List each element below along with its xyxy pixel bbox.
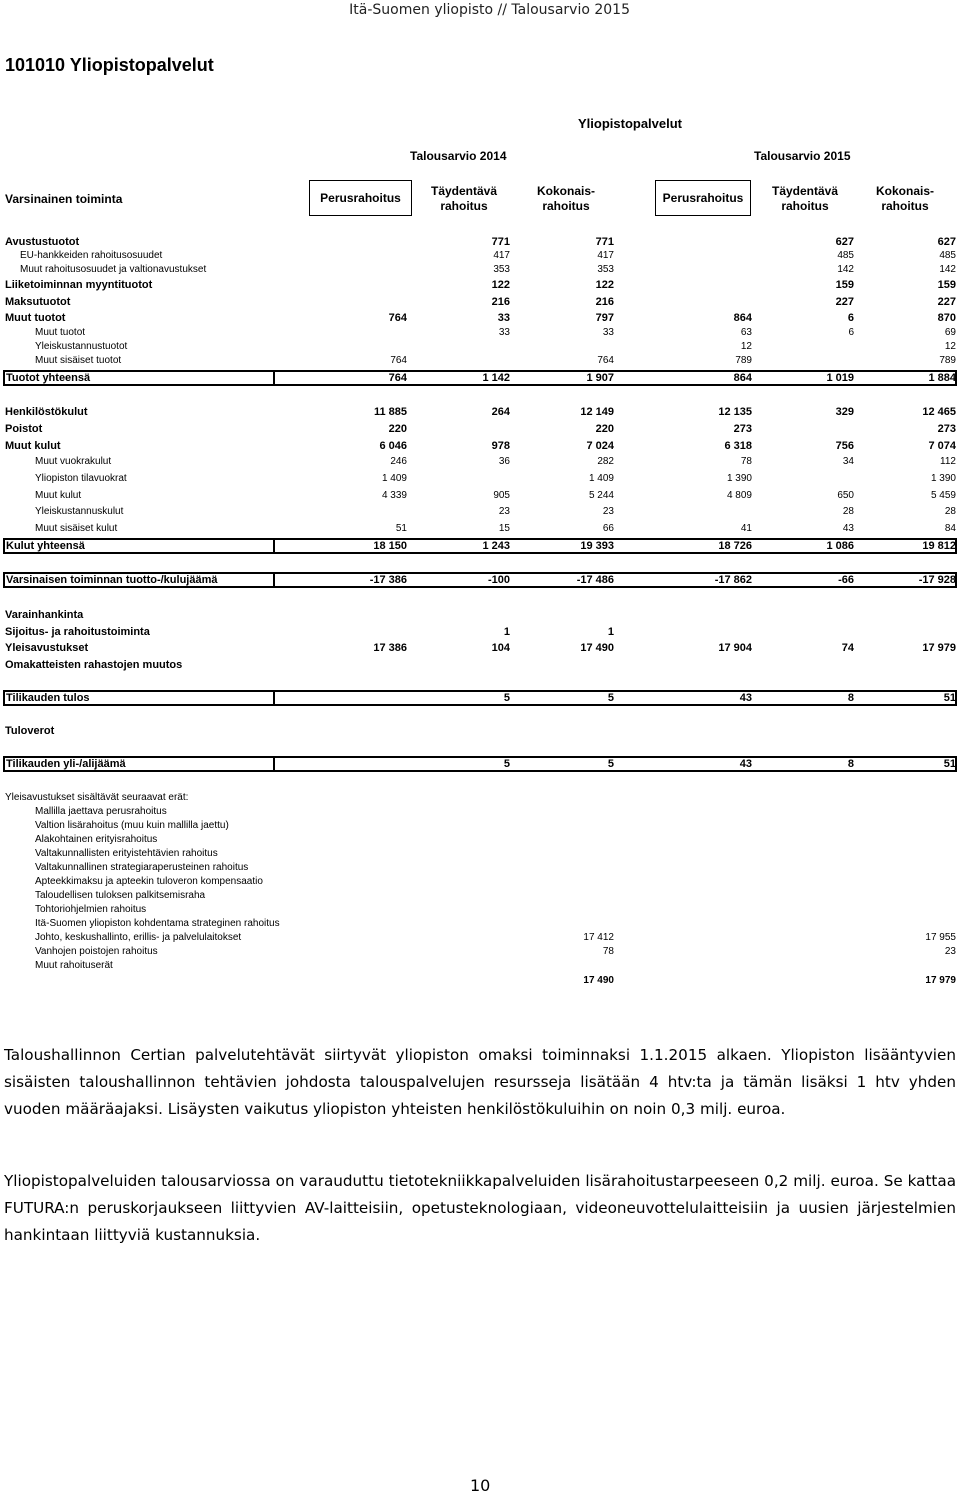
table-row: Muut tuotot 764 33 797 864 6 870 xyxy=(5,312,956,324)
page-number: 10 xyxy=(470,1476,491,1495)
year-2014: Talousarvio 2014 xyxy=(410,149,507,163)
table-row-total: Kulut yhteensä 18 150 1 243 19 393 18 726 1 086 19 812 xyxy=(6,540,956,552)
col-header-koko-2015: Kokonais- rahoitus xyxy=(875,184,934,213)
table-row-total: Tilikauden yli-/alijäämä 5 5 43 8 51 xyxy=(6,758,956,770)
footnote-values: 78 23 xyxy=(602,946,956,957)
page-title: 101010 Yliopistopalvelut xyxy=(5,55,214,75)
footnote-item: Tohtoriohjelmien rahoitus xyxy=(35,904,147,915)
table-row: Yleiskustannuskulut 23 23 28 28 xyxy=(35,506,956,517)
col-header-perus-2015: Perusrahoitus xyxy=(662,191,744,205)
footnote-item: Muut rahoituserät xyxy=(35,960,113,971)
unit-title: Yliopistopalvelut xyxy=(578,116,683,131)
page-header: Itä-Suomen yliopisto // Talousarvio 2015 xyxy=(349,2,630,18)
table-row: Omakatteisten rahastojen muutos xyxy=(5,659,183,671)
table-row: Yleisavustukset 17 386 104 17 490 17 904 74 17 979 xyxy=(5,642,956,654)
table-row: Muut kulut 6 046 978 7 024 6 318 756 7 074 xyxy=(5,440,956,452)
table-row: Tuloverot xyxy=(5,725,55,737)
footnote-item: Apteekkimaksu ja apteekin tuloveron kompensaatio xyxy=(35,876,263,887)
table-row: Yleiskustannustuotot 12 12 xyxy=(35,341,956,352)
table-row: Muut rahoitusosuudet ja valtionavustukset 353 353 142 142 xyxy=(20,264,956,275)
table-row: Muut sisäiset tuotot 764 764 789 789 xyxy=(35,355,956,366)
table-row: Liiketoiminnan myyntituotot 122 122 159 159 xyxy=(5,279,956,291)
table-row: Varainhankinta xyxy=(5,609,84,621)
footnote-values: 17 412 17 955 xyxy=(583,932,956,943)
footnote-item: Vanhojen poistojen rahoitus xyxy=(35,946,158,957)
footnote-intro: Yleisavustukset sisältävät seuraavat erät: xyxy=(5,792,189,803)
footnote-item: Valtakunnallisten erityistehtävien rahoitus xyxy=(35,848,218,859)
col-header-tayd-2015: Täydentävä rahoitus xyxy=(771,184,839,213)
table-row-total: Tilikauden tulos 5 5 43 8 51 xyxy=(6,692,956,704)
section-label: Varsinainen toiminta xyxy=(5,192,123,206)
footnote-item: Mallilla jaettava perusrahoitus xyxy=(35,806,167,817)
footnote-item: Johto, keskushallinto, erillis- ja palvelulaitokset xyxy=(35,932,242,943)
table-row-total: Tuotot yhteensä 764 1 142 1 907 864 1 019 1 884 xyxy=(6,372,956,384)
col-header-perus-2014: Perusrahoitus xyxy=(320,191,401,205)
table-row: Muut sisäiset kulut 51 15 66 41 43 84 xyxy=(35,523,956,534)
table-row: Sijoitus- ja rahoitustoiminta 1 1 xyxy=(5,626,614,638)
paragraph: Yliopistopalveluiden talousarviossa on varauduttu tietotekniikkapalveluiden lisärahoitustarpeeseen 0,2 milj. euroa. Se kattaa FUTURA:n peruskorjaukseen liittyvien AV-laitteisiin, opetusteknologiaan, videoneuvottelulaitteisiin ja uusien järjestelmien hankintaan liittyviä kustannuksia. xyxy=(4,1172,956,1244)
table-row: Avustustuotot 771 771 627 627 xyxy=(5,236,956,248)
table-row: Maksutuotot 216 216 227 227 xyxy=(5,296,956,308)
table-row: Muut kulut 4 339 905 5 244 4 809 650 5 459 xyxy=(35,490,956,501)
footnote-item: Alakohtainen erityisrahoitus xyxy=(35,834,158,845)
table-row-total: Varsinaisen toiminnan tuotto-/kulujäämä -17 386 -100 -17 486 -17 862 -66 -17 928 xyxy=(6,574,956,586)
table-row: Yliopiston tilavuokrat 1 409 1 409 1 390 1 390 xyxy=(35,473,956,484)
col-header-tayd-2014: Täydentävä rahoitus xyxy=(430,184,498,213)
year-2015: Talousarvio 2015 xyxy=(754,149,851,163)
footnote-item: Valtion lisärahoitus (muu kuin mallilla jaettu) xyxy=(35,820,229,831)
table-row: EU-hankkeiden rahoitusosuudet 417 417 485 485 xyxy=(20,250,956,261)
col-header-koko-2014: Kokonais- rahoitus xyxy=(536,184,595,213)
table-row: Poistot 220 220 273 273 xyxy=(5,423,956,435)
footnote-item: Itä-Suomen yliopiston kohdentama strateginen rahoitus xyxy=(35,918,280,929)
table-row: Muut vuokrakulut 246 36 282 78 34 112 xyxy=(35,456,956,467)
table-row: Henkilöstökulut 11 885 264 12 149 12 135 329 12 465 xyxy=(5,406,956,418)
paragraph: Taloushallinnon Certian palvelutehtävät siirtyvät yliopiston omaksi toiminnaksi 1.1.2015 alkaen. Yliopiston lisääntyvien sisäisten taloushallinnon tehtävien johdosta talouspalvelujen resursseja lisätään 4 htv:ta ja tämän lisäksi 1 htv yhden vuoden määräajaksi. Lisäysten vaikutus yliopiston yhteisten henkilöstökuluihin on noin 0,3 milj. euroa. xyxy=(4,1046,956,1118)
footnote-total: 17 490 17 979 xyxy=(583,975,956,986)
footnote-item: Taloudellisen tuloksen palkitsemisraha xyxy=(35,890,206,901)
footnote-item: Valtakunnallinen strategiaraperusteinen rahoitus xyxy=(35,862,249,873)
table-row: Muut tuotot 33 33 63 6 69 xyxy=(35,327,956,338)
